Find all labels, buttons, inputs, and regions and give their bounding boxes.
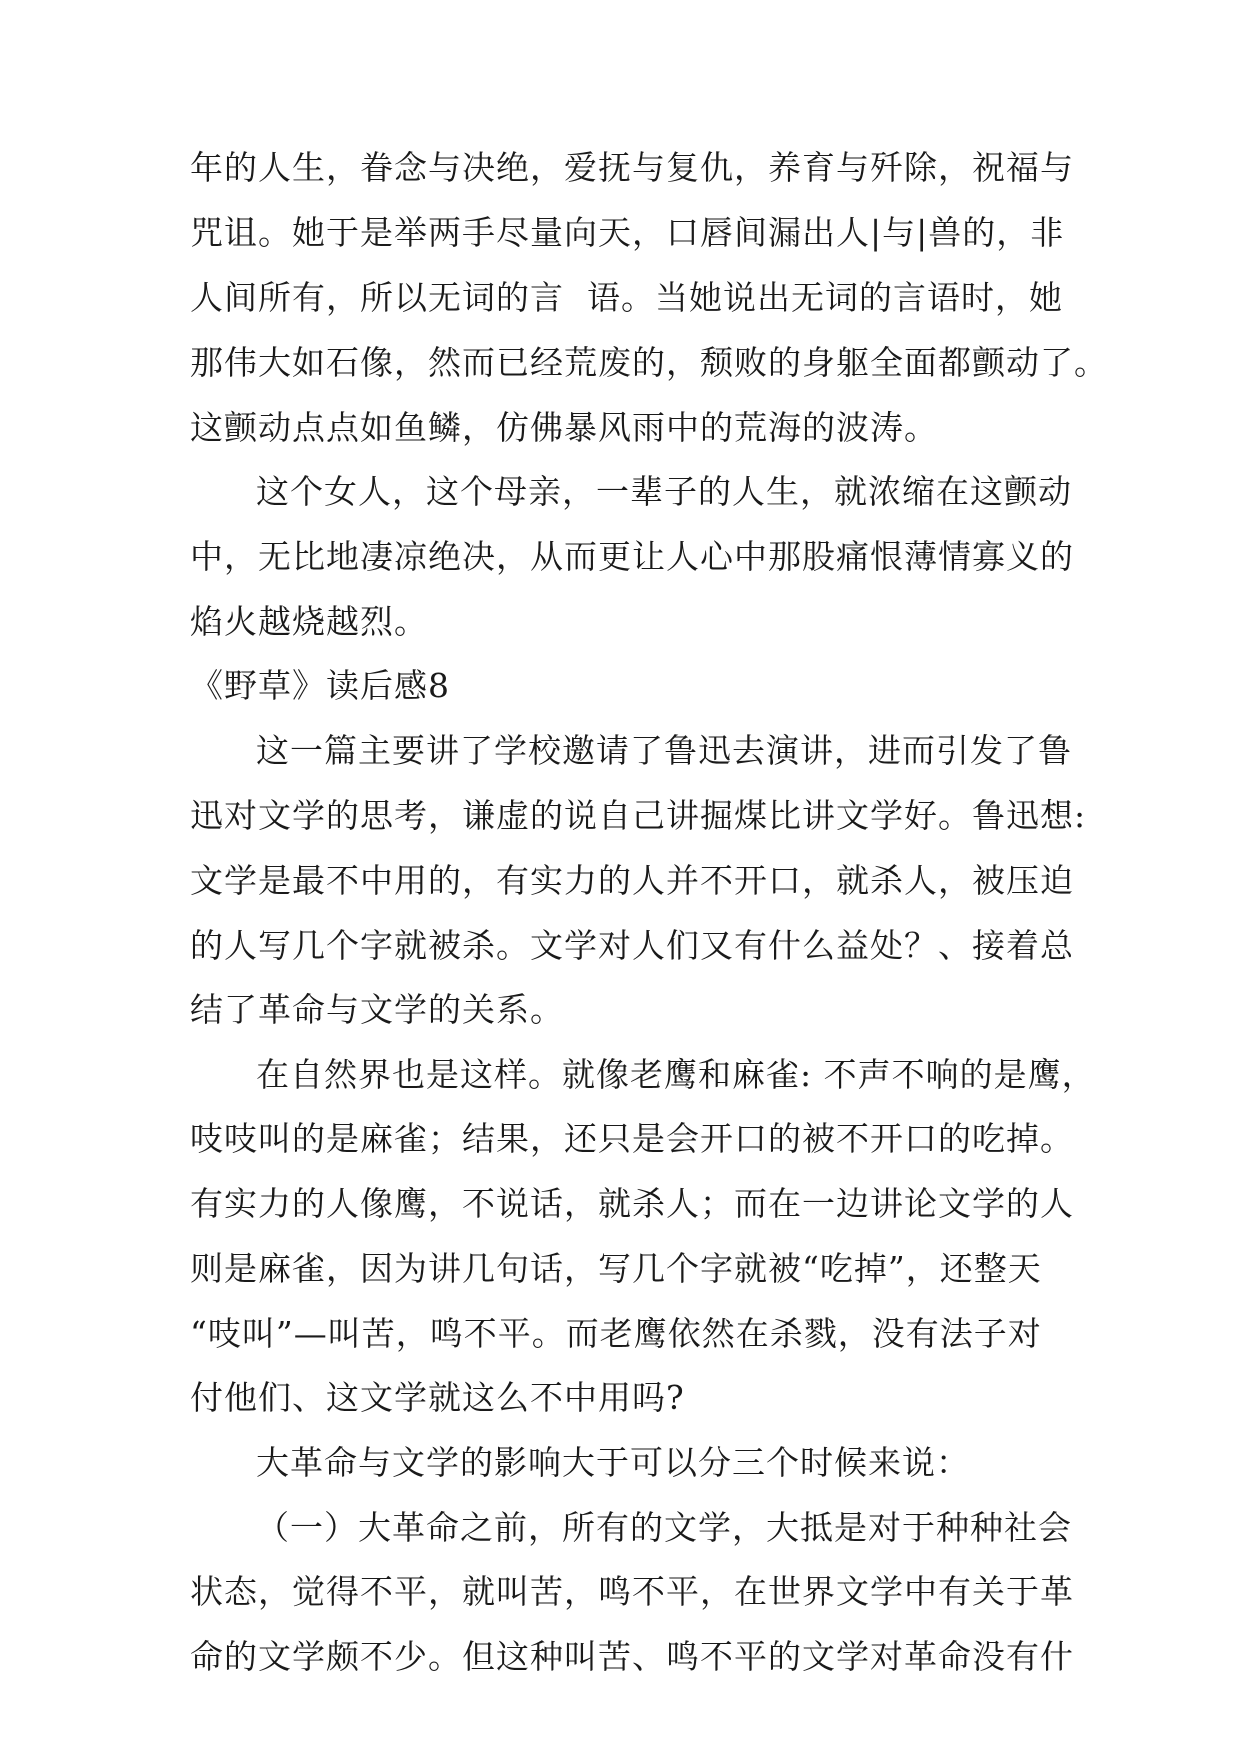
text-line: 那伟大如石像，然而已经荒废的，颓败的身躯全面都颤动了。: [190, 343, 1108, 382]
text-line: 吱吱叫的是麻雀；结果，还只是会开口的被不开口的吃掉。: [190, 1119, 1074, 1158]
text-line: “吱叫”—叫苦，鸣不平。而老鹰依然在杀戮，没有法子对: [190, 1314, 1042, 1353]
paragraph-start-line: （一）大革命之前，所有的文学，大抵是对于种种社会: [256, 1508, 1072, 1547]
text-line: 年的人生，眷念与决绝，爱抚与复仇，养育与歼除，祝福与: [190, 148, 1074, 187]
text-line: 文学是最不中用的，有实力的人并不开口，就杀人，被压迫: [190, 861, 1074, 900]
text-line: 的人写几个字就被杀。文学对人们又有什么益处？、接着总: [190, 926, 1074, 965]
paragraph-start-line: 这一篇主要讲了学校邀请了鲁迅去演讲，进而引发了鲁: [256, 731, 1072, 770]
paragraph-start-line: 在自然界也是这样。就像老鹰和麻雀: 不声不响的是鹰，: [256, 1055, 1096, 1094]
text-line: 咒诅。她于是举两手尽量向天，口唇间漏出人|与|兽的，非: [190, 213, 1065, 252]
text-line: 付他们、这文学就这么不中用吗?: [190, 1378, 685, 1417]
text-line: 状态，觉得不平，就叫苦，鸣不平，在世界文学中有关于革: [190, 1572, 1074, 1611]
text-line: 焰火越烧越烈。: [190, 602, 428, 641]
paragraph-start-line: 这个女人，这个母亲，一辈子的人生，就浓缩在这颤动: [256, 472, 1072, 511]
section-heading: 《野草》读后感8: [190, 666, 450, 705]
text-line: 迅对文学的思考，谦虚的说自己讲掘煤比讲文学好。鲁迅想:: [190, 796, 1087, 835]
text-line: 这颤动点点如鱼鳞，仿佛暴风雨中的荒海的波涛。: [190, 408, 938, 447]
text-line: 中，无比地凄凉绝决，从而更让人心中那股痛恨薄情寡义的: [190, 537, 1074, 576]
text-line: 人间所有，所以无词的言 语。当她说出无词的言语时，她: [190, 278, 1063, 317]
text-line: 则是麻雀，因为讲几句话，写几个字就被“吃掉”，还整天: [190, 1249, 1042, 1288]
text-line: 有实力的人像鹰，不说话，就杀人；而在一边讲论文学的人: [190, 1184, 1074, 1223]
text-line: 结了革命与文学的关系。: [190, 990, 564, 1029]
paragraph-start-line: 大革命与文学的影响大于可以分三个时候来说：: [256, 1443, 970, 1482]
text-line: 命的文学颇不少。但这种叫苦、鸣不平的文学对革命没有什: [190, 1637, 1074, 1676]
